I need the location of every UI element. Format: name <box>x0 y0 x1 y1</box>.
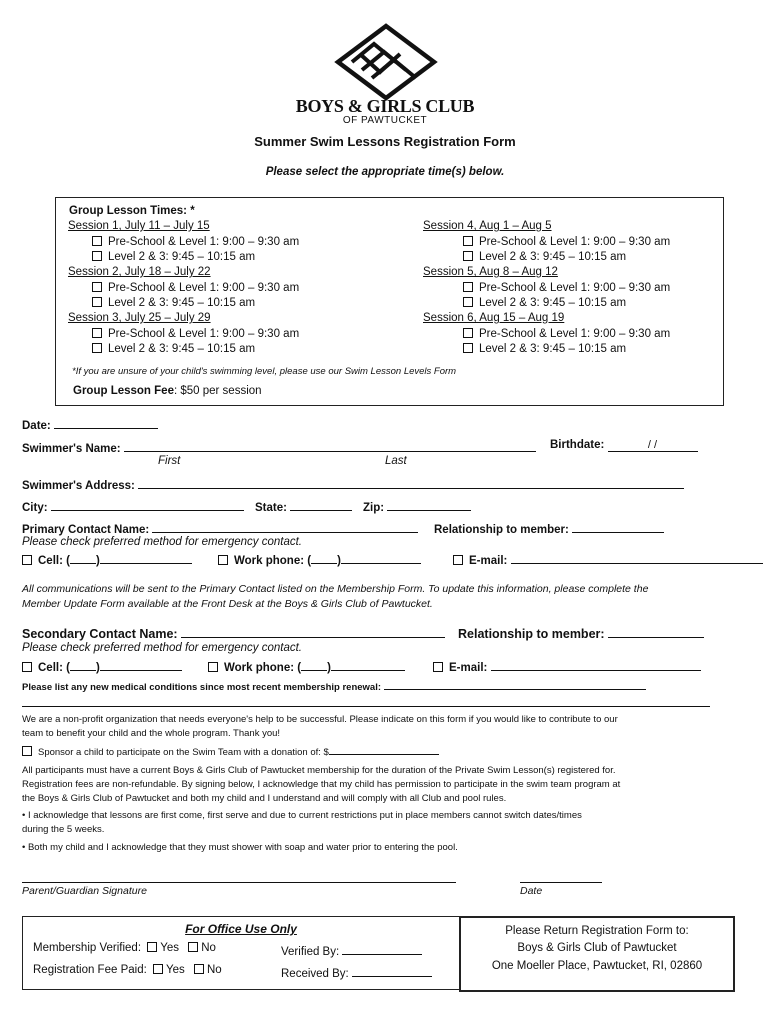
checkbox[interactable] <box>92 297 102 307</box>
session-4-slot-1[interactable]: Pre-School & Level 1: 9:00 – 9:30 am <box>463 236 670 248</box>
membership-verified-row: Membership Verified: Yes No <box>33 942 216 954</box>
org-name: BOYS & GIRLS CLUB <box>295 96 475 116</box>
return-line-2: Boys & Girls Club of Pawtucket <box>517 942 677 954</box>
relationship-field[interactable]: Relationship to member: <box>434 520 664 536</box>
session-5-title: Session 5, Aug 8 – Aug 12 <box>423 266 558 278</box>
checkbox[interactable] <box>463 343 473 353</box>
checkbox[interactable] <box>194 964 204 974</box>
session-1-title: Session 1, July 11 – July 15 <box>68 220 210 232</box>
parent-signature-label: Parent/Guardian Signature <box>22 885 147 897</box>
checkbox[interactable] <box>22 555 32 565</box>
checkbox[interactable] <box>188 942 198 952</box>
session-3-slot-2[interactable]: Level 2 & 3: 9:45 – 10:15 am <box>92 343 255 355</box>
club-logo <box>334 22 438 100</box>
session-5-slot-1[interactable]: Pre-School & Level 1: 9:00 – 9:30 am <box>463 282 670 294</box>
return-line-1: Please Return Registration Form to: <box>505 925 689 937</box>
lesson-times-box <box>55 197 724 406</box>
acknowledgement-1-cont: during the 5 weeks. <box>22 824 105 835</box>
checkbox[interactable] <box>22 746 32 756</box>
state-field[interactable]: State: <box>255 498 352 514</box>
checkbox[interactable] <box>463 236 473 246</box>
session-2-title: Session 2, July 18 – July 22 <box>68 266 211 278</box>
preferred-method-note-2: Please check preferred method for emergency contact. <box>22 642 302 654</box>
medical-line-2[interactable] <box>22 706 710 707</box>
checkbox[interactable] <box>92 282 102 292</box>
signature-line[interactable] <box>22 882 456 883</box>
checkbox[interactable] <box>92 236 102 246</box>
city-field[interactable]: City: <box>22 498 244 514</box>
form-instruction: Please select the appropriate time(s) below. <box>265 166 505 178</box>
nonprofit-note-2: team to benefit your child and the whole program. Thank you! <box>22 728 281 739</box>
membership-note-3: the Boys & Girls Club of Pawtucket and both my child and I understand and will comply with all Club and pool rules. <box>22 793 507 804</box>
return-line-3: One Moeller Place, Pawtucket, RI, 02860 <box>491 960 703 972</box>
session-4-title: Session 4, Aug 1 – Aug 5 <box>423 220 552 232</box>
checkbox[interactable] <box>433 662 443 672</box>
membership-note-1: All participants must have a current Boys & Girls Club of Pawtucket membership for the duration of the Private Swim Lesson(s) registered for. <box>22 765 616 776</box>
last-label: Last <box>385 455 407 467</box>
fee-paid-row: Registration Fee Paid: Yes No <box>33 964 222 976</box>
checkbox[interactable] <box>208 662 218 672</box>
session-2-slot-2[interactable]: Level 2 & 3: 9:45 – 10:15 am <box>92 297 255 309</box>
primary-contact-field[interactable]: Primary Contact Name: <box>22 520 418 536</box>
sponsor-option[interactable]: Sponsor a child to participate on the Swim Team with a donation of: $ <box>22 744 439 758</box>
checkbox[interactable] <box>22 662 32 672</box>
checkbox[interactable] <box>92 251 102 261</box>
checkbox[interactable] <box>453 555 463 565</box>
lesson-heading: Group Lesson Times: * <box>69 205 195 217</box>
birthdate-field[interactable]: Birthdate: / / <box>550 439 698 452</box>
verified-by-field[interactable]: Verified By: <box>281 942 422 958</box>
form-title: Summer Swim Lessons Registration Form <box>254 134 516 149</box>
checkbox[interactable] <box>463 328 473 338</box>
office-title: For Office Use Only <box>185 922 297 936</box>
checkbox[interactable] <box>463 282 473 292</box>
preferred-method-note: Please check preferred method for emergency contact. <box>22 536 302 548</box>
relationship-field-2[interactable]: Relationship to member: <box>458 625 704 641</box>
session-2-slot-1[interactable]: Pre-School & Level 1: 9:00 – 9:30 am <box>92 282 299 294</box>
office-use-box <box>22 916 460 990</box>
acknowledgement-1: • I acknowledge that lessons are first come, first serve and due to current restrictions put in place members cannot switch dates/times <box>22 810 582 821</box>
signature-date-line[interactable] <box>520 882 602 883</box>
communications-note-2: Member Update Form available at the Front Desk at the Boys & Girls Club of Pawtucket. <box>22 598 433 610</box>
zip-field[interactable]: Zip: <box>363 498 471 514</box>
org-subtitle: OF PAWTUCKET <box>342 115 428 126</box>
session-6-title: Session 6, Aug 15 – Aug 19 <box>423 312 565 324</box>
cell-field[interactable]: Cell: ( ) <box>22 551 192 567</box>
session-1-slot-2[interactable]: Level 2 & 3: 9:45 – 10:15 am <box>92 251 255 263</box>
session-6-slot-1[interactable]: Pre-School & Level 1: 9:00 – 9:30 am <box>463 328 670 340</box>
work-phone-field-2[interactable]: Work phone: ( ) <box>208 658 405 674</box>
swimmer-name-field[interactable]: Swimmer's Name: <box>22 439 536 455</box>
acknowledgement-2: • Both my child and I acknowledge that they must shower with soap and water prior to entering the pool. <box>22 842 458 853</box>
nonprofit-note-1: We are a non-profit organization that needs everyone's help to be successful. Please indicate on this form if you would like to contribute to our <box>22 714 618 725</box>
email-field[interactable]: E-mail: <box>453 551 763 567</box>
membership-note-2: Registration fees are non-refundable. By signing below, I acknowledge that my child has permission to participate in the swim team program at <box>22 779 621 790</box>
signature-date-label: Date <box>520 885 543 897</box>
cell-field-2[interactable]: Cell: ( ) <box>22 658 182 674</box>
session-5-slot-2[interactable]: Level 2 & 3: 9:45 – 10:15 am <box>463 297 626 309</box>
date-field[interactable]: Date: <box>22 416 158 432</box>
checkbox[interactable] <box>153 964 163 974</box>
session-1-slot-1[interactable]: Pre-School & Level 1: 9:00 – 9:30 am <box>92 236 299 248</box>
bullet-icon: • <box>22 842 26 853</box>
session-6-slot-2[interactable]: Level 2 & 3: 9:45 – 10:15 am <box>463 343 626 355</box>
checkbox[interactable] <box>92 328 102 338</box>
secondary-contact-field[interactable]: Secondary Contact Name: <box>22 625 445 641</box>
checkbox[interactable] <box>218 555 228 565</box>
address-field[interactable]: Swimmer's Address: <box>22 476 684 492</box>
session-3-slot-1[interactable]: Pre-School & Level 1: 9:00 – 9:30 am <box>92 328 299 340</box>
session-4-slot-2[interactable]: Level 2 & 3: 9:45 – 10:15 am <box>463 251 626 263</box>
communications-note-1: All communications will be sent to the Primary Contact listed on the Membership Form. To update this information, please complete the <box>22 583 649 595</box>
first-label: First <box>158 455 181 467</box>
work-phone-field[interactable]: Work phone: ( ) <box>218 551 421 567</box>
medical-conditions-field[interactable]: Please list any new medical conditions since most recent membership renewal: <box>22 679 646 693</box>
checkbox[interactable] <box>463 251 473 261</box>
return-info-box <box>459 916 735 992</box>
level-note: *If you are unsure of your child's swimming level, please use our Swim Lesson Levels Form <box>72 366 457 377</box>
received-by-field[interactable]: Received By: <box>281 964 432 980</box>
checkbox[interactable] <box>92 343 102 353</box>
bullet-icon: • <box>22 810 26 821</box>
session-3-title: Session 3, July 25 – July 29 <box>68 312 211 324</box>
email-field-2[interactable]: E-mail: <box>433 658 701 674</box>
lesson-fee: Group Lesson Fee: $50 per session <box>73 385 262 397</box>
checkbox[interactable] <box>147 942 157 952</box>
checkbox[interactable] <box>463 297 473 307</box>
